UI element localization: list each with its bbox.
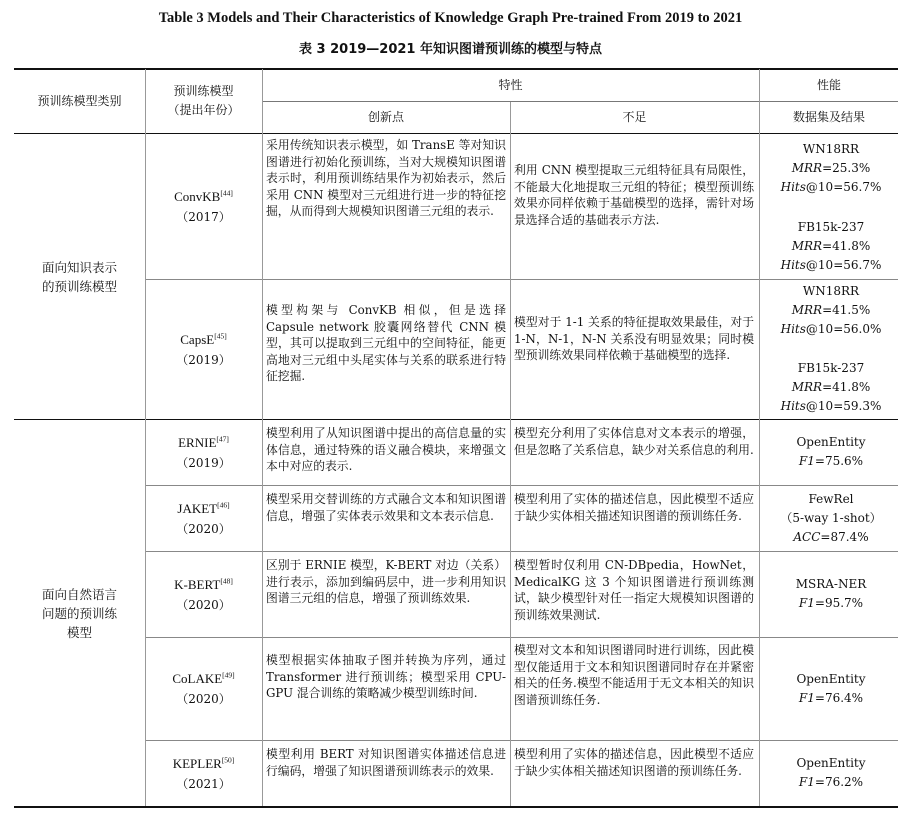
model-name-text: JAKET: [177, 500, 218, 516]
model-name-text: KEPLER: [172, 755, 222, 771]
result-metric: [763, 378, 899, 397]
metric-name: MRR: [791, 239, 823, 253]
metric-name: F1: [798, 454, 815, 468]
result-metric: [763, 256, 899, 275]
result-metric: [763, 773, 899, 792]
shortcoming-cell: 模型充分利用了实体信息对文本表示的增强，但是忽略了关系信息，缺少对关系信息的利用.: [514, 426, 754, 457]
model-year: （2017）: [176, 209, 231, 224]
model-year: （2020）: [176, 692, 231, 706]
metric-value: =87.4%: [820, 530, 869, 544]
header-features: [262, 69, 759, 101]
metric-value: =76.2%: [814, 775, 864, 789]
innovation-cell: 模型根据实体抽取子图并转换为序列，通过 Transformer 进行预训练；模型采用 CPU-GPU 混合训练的策略减少模型训练时间.: [266, 653, 506, 700]
header-shortcoming: [510, 102, 759, 133]
group-label-line: 的预训练模型: [41, 278, 117, 294]
result-metric: [763, 320, 899, 339]
metric-value: @10=56.0%: [805, 322, 882, 336]
metric-value: =41.8%: [822, 380, 871, 394]
result-metric: [763, 528, 899, 547]
group-label-line: 面向知识表示: [41, 259, 117, 275]
result-dataset: OpenEntity: [796, 756, 866, 770]
citation-ref: [46]: [217, 500, 230, 510]
metric-name: ACC: [793, 530, 821, 544]
header-model-l1: 预训练模型: [173, 84, 234, 98]
header-shortcoming-text: 不足: [622, 110, 647, 125]
metric-name: MRR: [791, 303, 823, 317]
innovation-cell: 采用传统知识表示模型，如 TransE 等对知识图谱进行初始化预训练，当对大规模知识图谱表示时，利用预训练结果作为初始表示，然后采用 CNN 模型对三元组进行进一步的特征挖掘，从而得到大规模知识图谱三元组的表示.: [266, 138, 506, 218]
model-cell: [145, 486, 262, 551]
metric-value: =75.6%: [814, 454, 864, 468]
model-cell: [145, 280, 262, 419]
innovation-cell: 模型构架与 ConvKB 相似，但是选择 Capsule network 胶囊网络替代 CNN 模型，其可以提取到三元组中的空间特征，能更高地对三元组中头尾实体与关系的联系进行特征挖掘.: [266, 303, 506, 383]
result-metric: [763, 397, 899, 416]
metric-name: MRR: [791, 161, 823, 175]
metric-name: Hits: [780, 399, 806, 413]
header-category: [14, 69, 145, 133]
result-metric: [763, 594, 899, 613]
header-model-l2: （提出年份）: [167, 103, 240, 117]
model-name-text: K-BERT: [174, 576, 221, 592]
bottom-rule: [14, 806, 898, 808]
result-dataset: FewRel: [808, 492, 854, 506]
group-label-kr: [14, 134, 145, 419]
citation-ref: [47]: [216, 434, 229, 444]
header-performance-text: 性能: [816, 77, 841, 92]
col-divider: [759, 69, 760, 806]
result-dataset: WN18RR: [802, 284, 860, 298]
metric-value: @10=59.3%: [805, 399, 882, 413]
result-block: [763, 490, 899, 547]
result-block: [763, 218, 899, 275]
metric-value: @10=56.7%: [805, 180, 882, 194]
model-year: （2021）: [176, 776, 231, 791]
result-dataset: OpenEntity: [796, 435, 866, 449]
metric-name: F1: [798, 691, 815, 705]
result-metric: [763, 159, 899, 178]
result-block: [763, 433, 899, 471]
group-label-line: 问题的预训练: [41, 605, 117, 621]
innovation-cell: 模型利用 BERT 对知识图谱实体描述信息进行编码，增强了知识图谱预训练表示的效果.: [266, 747, 506, 778]
result-metric: [763, 301, 899, 320]
model-name: [178, 433, 229, 453]
result-dataset: WN18RR: [802, 142, 860, 156]
result-block: [763, 282, 899, 339]
result-metric: [763, 689, 899, 708]
result-note: （5-way 1-shot）: [780, 511, 882, 525]
metric-value: =76.4%: [814, 691, 864, 705]
header-model: [145, 69, 262, 133]
model-name-text: ERNIE: [178, 434, 217, 450]
innovation-cell: 模型采用交替训练的方式融合文本和知识图谱信息，增强了实体表示效果和文本表示信息.: [266, 492, 506, 523]
model-cell: [145, 134, 262, 279]
innovation-cell: 区别于 ERNIE 模型，K-BERT 对边（关系）进行表示，添加到编码层中，进一步利用知识图谱三元组的信息，增强了预训练效果.: [266, 558, 506, 605]
model-cell: [145, 638, 262, 740]
model-name: [180, 330, 226, 350]
metric-name: F1: [798, 596, 815, 610]
metric-name: Hits: [780, 180, 806, 194]
model-name: [173, 754, 235, 774]
header-performance: [759, 69, 899, 101]
model-name: [172, 669, 234, 689]
header-dataset: [759, 102, 899, 133]
metric-name: F1: [798, 775, 815, 789]
result-block: [763, 359, 899, 416]
result-dataset: OpenEntity: [796, 672, 866, 686]
metric-value: =25.3%: [822, 161, 871, 175]
group-label-nlp: [14, 420, 145, 806]
model-year: （2020）: [176, 521, 231, 536]
model-year: （2019）: [176, 352, 231, 367]
model-name: [174, 575, 233, 595]
header-features-text: 特性: [498, 77, 523, 92]
table-caption-zh: 表 3 2019—2021 年知识图谱预训练的模型与特点: [299, 42, 602, 57]
header-innovation-text: 创新点: [367, 110, 404, 125]
metric-value: @10=56.7%: [805, 258, 882, 272]
metric-value: =41.5%: [822, 303, 871, 317]
metric-name: Hits: [780, 322, 806, 336]
result-block: [763, 140, 899, 197]
citation-ref: [50]: [221, 755, 235, 765]
citation-ref: [48]: [220, 576, 233, 586]
citation-ref: [44]: [220, 188, 233, 198]
shortcoming-cell: 利用 CNN 模型提取三元组特征具有局限性，不能最大化地提取三元组的特征；模型预训练效果亦同样依赖于基础模型的选择，需针对场景选择合适的基础表示方法.: [514, 163, 754, 227]
result-dataset: FB15k-237: [797, 361, 865, 375]
header-category-text: 预训练模型类别: [37, 93, 122, 108]
metric-name: MRR: [791, 380, 823, 394]
group-label-line: 模型: [66, 624, 92, 640]
model-name-text: CapsE: [180, 331, 215, 347]
model-cell: [145, 741, 262, 806]
shortcoming-cell: 模型对于 1-1 关系的特征提取效果最佳，对于 1-N，N-1，N-N 关系没有明显效果；同时模型预训练效果同样依赖于基础模型的选择.: [514, 315, 754, 362]
col-divider: [262, 69, 263, 806]
col-divider: [510, 102, 511, 806]
result-dataset: MSRA-NER: [795, 577, 867, 591]
model-cell: [145, 420, 262, 485]
model-name: [177, 499, 229, 519]
result-metric: [763, 178, 899, 197]
metric-value: =95.7%: [814, 596, 864, 610]
model-year: （2019）: [176, 455, 231, 470]
header-dataset-text: 数据集及结果: [792, 110, 865, 125]
result-block: [763, 754, 899, 792]
table-caption-en: Table 3 Models and Their Characteristics of Knowledge Graph Pre-trained From 2019 to 2021: [158, 10, 743, 26]
model-name: [174, 187, 233, 207]
result-block: [763, 670, 899, 708]
result-dataset: FB15k-237: [797, 220, 865, 234]
innovation-cell: 模型利用了从知识图谱中提出的高信息量的实体信息，通过特殊的语义融合模块，来增强文本中对应的表示.: [266, 426, 506, 473]
model-name-text: CoLAKE: [172, 671, 223, 686]
shortcoming-cell: 模型利用了实体的描述信息，因此模型不适应于缺少实体相关描述知识图谱的预训练任务.: [514, 492, 754, 523]
shortcoming-cell: 模型暂时仅利用 CN-DBpedia，HowNet，MedicalKG 这 3 个知识图谱进行预训练测试，缺少模型针对任一指定大规模知识图谱的预训练效果测试.: [514, 558, 754, 622]
model-name-text: ConvKB: [174, 188, 221, 204]
result-block: [763, 575, 899, 613]
shortcoming-cell: 模型对文本和知识图谱同时进行训练，因此模型仅能适用于文本和知识图谱同时存在并紧密相关的任务.模型不能适用于无文本相关的知识图谱预训练任务.: [514, 643, 754, 707]
citation-ref: [45]: [214, 331, 227, 341]
group-label-line: 面向自然语言: [41, 586, 117, 602]
shortcoming-cell: 模型利用了实体的描述信息，因此模型不适应于缺少实体相关描述知识图谱的预训练任务.: [514, 747, 754, 778]
metric-name: Hits: [780, 258, 806, 272]
metric-value: =41.8%: [822, 239, 871, 253]
citation-ref: [49]: [222, 670, 235, 680]
header-innovation: [262, 102, 510, 133]
result-metric: [763, 237, 899, 256]
model-cell: [145, 552, 262, 637]
model-year: （2020）: [176, 597, 231, 612]
result-metric: [763, 452, 899, 471]
